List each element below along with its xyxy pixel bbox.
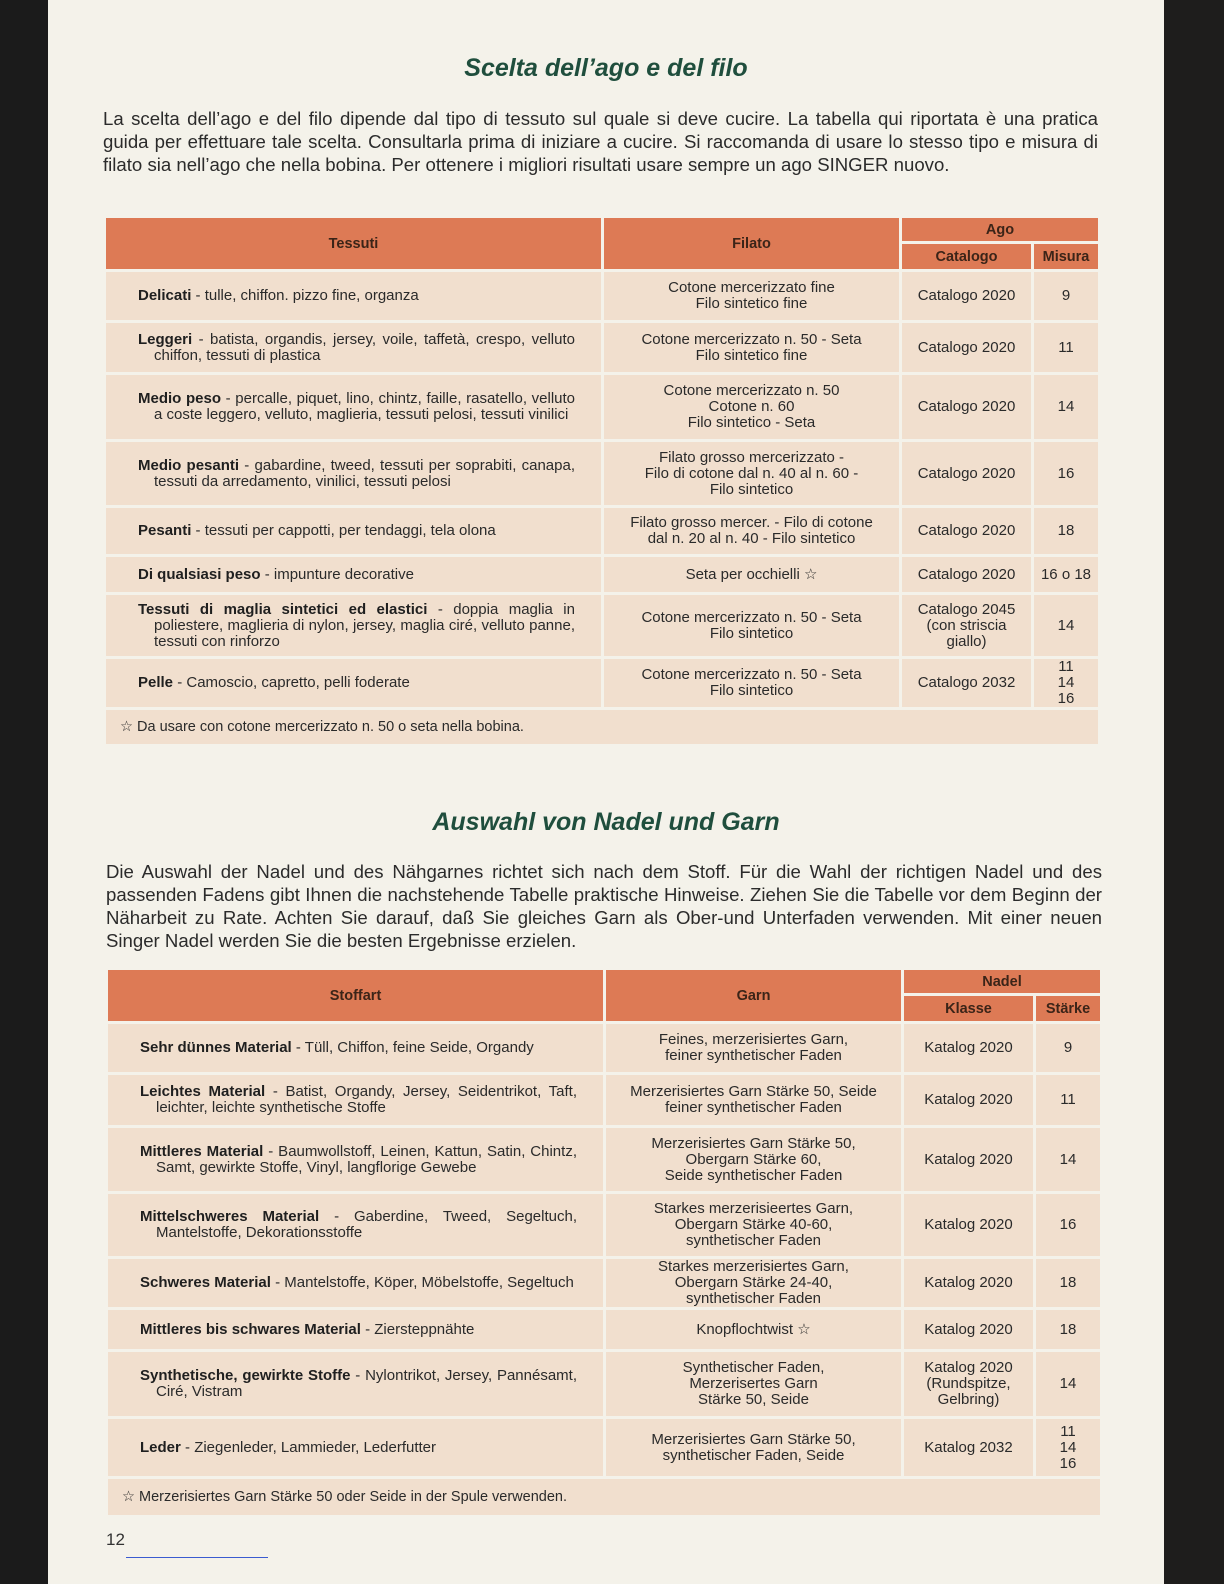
catalog-cell: Catalogo 2045 (con striscia giallo) — [902, 595, 1031, 656]
thread-cell: Seta per occhielli ☆ — [604, 557, 899, 592]
size-cell: 16 — [1034, 442, 1098, 505]
table-row — [106, 659, 1098, 707]
fabric-cell — [106, 595, 601, 656]
header-catalog: Catalogo — [902, 244, 1031, 269]
fabric-cell — [108, 1419, 603, 1476]
fabric-cell — [108, 1024, 603, 1072]
size-cell: 11 — [1036, 1075, 1100, 1125]
thread-cell: Feines, merzerisiertes Garn, feiner synthetischer Faden — [606, 1024, 901, 1072]
table-row — [106, 595, 1098, 656]
scan-border-right — [1164, 0, 1224, 1584]
table-row — [106, 442, 1098, 505]
table-row — [108, 1419, 1100, 1476]
fabric-cell — [106, 375, 601, 439]
thread-cell: Merzerisiertes Garn Stärke 50, Obergarn Stärke 60, Seide synthetischer Faden — [606, 1128, 901, 1191]
table-row — [106, 508, 1098, 554]
catalog-cell: Katalog 2020 — [904, 1128, 1033, 1191]
fabric-cell — [108, 1259, 603, 1307]
fabric-description: - doppia maglia in poliestere, maglieria di nylon, jersey, maglia ciré, velluto panne, tessuti con rinforzo — [154, 600, 575, 650]
fabric-description: - Nylontrikot, Jersey, Pannésamt, Ciré, Vistram — [156, 1367, 578, 1400]
table-row — [106, 557, 1098, 592]
size-cell: 14 — [1036, 1352, 1100, 1416]
table-row — [106, 375, 1098, 439]
fabric-cell — [108, 1075, 603, 1125]
fabric-name: Mittelschweres Material — [140, 1208, 320, 1225]
fabric-description: - Camoscio, capretto, pelli foderate — [173, 674, 410, 691]
size-cell: 18 — [1034, 508, 1098, 554]
size-cell: 9 — [1034, 272, 1098, 320]
footnote: ☆ Merzerisiertes Garn Stärke 50 oder Seide in der Spule verwenden. — [108, 1479, 1100, 1515]
header-fabric: Tessuti — [106, 218, 601, 269]
fabric-name: Leggeri — [138, 330, 193, 348]
size-cell: 9 — [1036, 1024, 1100, 1072]
fabric-name: Mittleres Material — [140, 1142, 264, 1160]
german-title: Auswahl von Nadel und Garn — [432, 808, 780, 836]
fabric-cell — [108, 1194, 603, 1256]
fabric-name: Pelle — [138, 674, 174, 691]
thread-cell: Cotone mercerizzato n. 50 - Seta Filo sintetico fine — [604, 323, 899, 372]
catalog-cell: Katalog 2020 (Rundspitze, Gelbring) — [904, 1352, 1033, 1416]
catalog-cell: Catalogo 2020 — [902, 442, 1031, 505]
thread-cell: Cotone mercerizzato n. 50 - Seta Filo sintetico — [604, 659, 899, 707]
fabric-cell — [106, 508, 601, 554]
header-thread: Garn — [606, 970, 901, 1021]
fabric-description: - Batist, Organdy, Jersey, Seidentrikot, Taft, leichter, leichte synthetische Stoffe — [156, 1083, 577, 1116]
table-row — [108, 1310, 1100, 1349]
fabric-name: Synthetische, gewirkte Stoffe — [140, 1367, 351, 1384]
fabric-cell — [106, 323, 601, 372]
italian-needle-thread-table — [103, 215, 1101, 747]
thread-cell: Merzerisiertes Garn Stärke 50, Seide feiner synthetischer Faden — [606, 1075, 901, 1125]
catalog-cell: Catalogo 2020 — [902, 272, 1031, 320]
size-cell: 16 o 18 — [1034, 557, 1098, 592]
underline-mark — [126, 1557, 268, 1558]
manual-page — [48, 0, 1164, 1584]
header-catalog: Klasse — [904, 996, 1033, 1021]
catalog-cell: Katalog 2020 — [904, 1259, 1033, 1307]
fabric-cell — [106, 272, 601, 320]
fabric-description: - Ziegenleder, Lammieder, Lederfutter — [180, 1438, 436, 1456]
fabric-description: - impunture decorative — [260, 565, 414, 583]
fabric-name: Leichtes Material — [140, 1083, 266, 1100]
fabric-description: - Ziersteppnähte — [360, 1320, 475, 1338]
thread-cell: Synthetischer Faden, Merzerisertes Garn Stärke 50, Seide — [606, 1352, 901, 1416]
catalog-cell: Katalog 2020 — [904, 1310, 1033, 1349]
thread-cell: Cotone mercerizzato n. 50 Cotone n. 60 Filo sintetico - Seta — [604, 375, 899, 439]
size-cell: 14 — [1034, 375, 1098, 439]
fabric-description: - tulle, chiffon. pizzo fine, organza — [191, 287, 419, 304]
size-cell: 11 — [1034, 323, 1098, 372]
thread-cell: Merzerisiertes Garn Stärke 50, synthetischer Faden, Seide — [606, 1419, 901, 1476]
thread-cell: Cotone mercerizzato n. 50 - Seta Filo sintetico — [604, 595, 899, 656]
table-row — [108, 1024, 1100, 1072]
table-row — [108, 1259, 1100, 1307]
table-row — [108, 1194, 1100, 1256]
fabric-name: Leder — [140, 1438, 181, 1456]
fabric-cell — [108, 1310, 603, 1349]
catalog-cell: Catalogo 2032 — [902, 659, 1031, 707]
thread-cell: Cotone mercerizzato fine Filo sintetico fine — [604, 272, 899, 320]
fabric-name: Medio peso — [138, 390, 221, 407]
header-needle: Ago — [902, 218, 1098, 241]
table-row — [108, 1075, 1100, 1125]
fabric-description: - Baumwollstoff, Leinen, Kattun, Satin, Chintz, Samt, gewirkte Stoffe, Vinyl, langflorige Gewebe — [156, 1142, 577, 1176]
size-cell: 18 — [1036, 1310, 1100, 1349]
fabric-description: - gabardine, tweed, tessuti per soprabiti, canapa, tessuti da arredamento, vinilici, tessuti pelosi — [154, 456, 576, 490]
size-cell: 16 — [1036, 1194, 1100, 1256]
footnote: ☆ Da usare con cotone mercerizzato n. 50 o seta nella bobina. — [106, 710, 1098, 744]
german-needle-thread-table — [105, 967, 1103, 1518]
fabric-name: Tessuti di maglia sintetici ed elastici — [138, 600, 428, 618]
thread-cell: Filato grosso mercerizzato - Filo di cotone dal n. 40 al n. 60 - Filo sintetico — [604, 442, 899, 505]
fabric-description: - batista, organdis, jersey, voile, taffetà, crespo, velluto chiffon, tessuti di plastica — [154, 330, 575, 364]
header-thread: Filato — [604, 218, 899, 269]
italian-intro: La scelta dell’ago e del filo dipende dal tipo di tessuto sul quale si deve cucire. La tabella qui riportata è una pratica guida per effettuare tale scelta. Consultarla prima di iniziare a cucire. Si raccomanda di usare lo stesso tipo e misura di filato sia nell’ago che nella bobina. Per ottenere i migliori risultati usare sempre un ago SINGER nuovo. — [103, 108, 1098, 175]
size-cell: 14 — [1034, 595, 1098, 656]
catalog-cell: Catalogo 2020 — [902, 375, 1031, 439]
fabric-name: Mittleres bis schwares Material — [140, 1320, 361, 1338]
fabric-name: Pesanti — [138, 522, 192, 539]
fabric-cell — [106, 442, 601, 505]
italian-title: Scelta dell’ago e del filo — [464, 54, 748, 82]
thread-cell: Knopflochtwist ☆ — [606, 1310, 901, 1349]
german-intro: Die Auswahl der Nadel und des Nähgarnes richtet sich nach dem Stoff. Für die Wahl der richtigen Nadel und des passenden Fadens gibt Ihnen die nachstehende Tabelle praktische Hinweise. Ziehen Sie die Tabelle vor dem Beginn der Näharbeit zu Rate. Achten Sie darauf, daß Sie gleiches Garn als Ober-und Unterfaden verwenden. Mit einer neuen Singer Nadel werden Sie die besten Ergebnisse erzielen. — [106, 861, 1102, 951]
header-needle: Nadel — [904, 970, 1100, 993]
header-size: Stärke — [1036, 996, 1100, 1021]
table-row — [108, 1128, 1100, 1191]
fabric-cell — [106, 557, 601, 592]
catalog-cell: Catalogo 2020 — [902, 508, 1031, 554]
size-cell: 18 — [1036, 1259, 1100, 1307]
fabric-cell — [108, 1352, 603, 1416]
fabric-description: - Tüll, Chiffon, feine Seide, Organdy — [291, 1039, 534, 1056]
table-row — [108, 1352, 1100, 1416]
size-cell: 11 14 16 — [1036, 1419, 1100, 1476]
catalog-cell: Catalogo 2020 — [902, 557, 1031, 592]
fabric-cell — [106, 659, 601, 707]
catalog-cell: Katalog 2020 — [904, 1075, 1033, 1125]
header-size: Misura — [1034, 244, 1098, 269]
table-row — [106, 272, 1098, 320]
fabric-description: - percalle, piquet, lino, chintz, faille, rasatello, velluto a coste leggero, velluto, maglieria, tessuti pelosi, tessuti vinilici — [154, 390, 575, 423]
fabric-cell — [108, 1128, 603, 1191]
fabric-name: Sehr dünnes Material — [140, 1039, 292, 1056]
header-fabric: Stoffart — [108, 970, 603, 1021]
page-number: 12 — [106, 1530, 125, 1549]
thread-cell: Starkes merzerisieertes Garn, Obergarn Stärke 40-60, synthetischer Faden — [606, 1194, 901, 1256]
fabric-name: Di qualsiasi peso — [138, 565, 261, 583]
table-row — [106, 323, 1098, 372]
fabric-description: - tessuti per cappotti, per tendaggi, tela olona — [191, 522, 496, 539]
catalog-cell: Katalog 2020 — [904, 1024, 1033, 1072]
size-cell: 14 — [1036, 1128, 1100, 1191]
scan-border-left — [0, 0, 48, 1584]
thread-cell: Starkes merzerisiertes Garn, Obergarn Stärke 24-40, synthetischer Faden — [606, 1259, 901, 1307]
size-cell: 11 14 16 — [1034, 659, 1098, 707]
catalog-cell: Katalog 2032 — [904, 1419, 1033, 1476]
fabric-name: Medio pesanti — [138, 456, 240, 474]
thread-cell: Filato grosso mercer. - Filo di cotone dal n. 20 al n. 40 - Filo sintetico — [604, 508, 899, 554]
catalog-cell: Katalog 2020 — [904, 1194, 1033, 1256]
fabric-description: - Mantelstoffe, Köper, Möbelstoffe, Segeltuch — [270, 1274, 574, 1291]
fabric-name: Delicati — [138, 287, 192, 304]
fabric-name: Schweres Material — [140, 1274, 271, 1291]
catalog-cell: Catalogo 2020 — [902, 323, 1031, 372]
fabric-description: - Gaberdine, Tweed, Segeltuch, Mantelstoffe, Dekorationsstoffe — [156, 1208, 577, 1241]
